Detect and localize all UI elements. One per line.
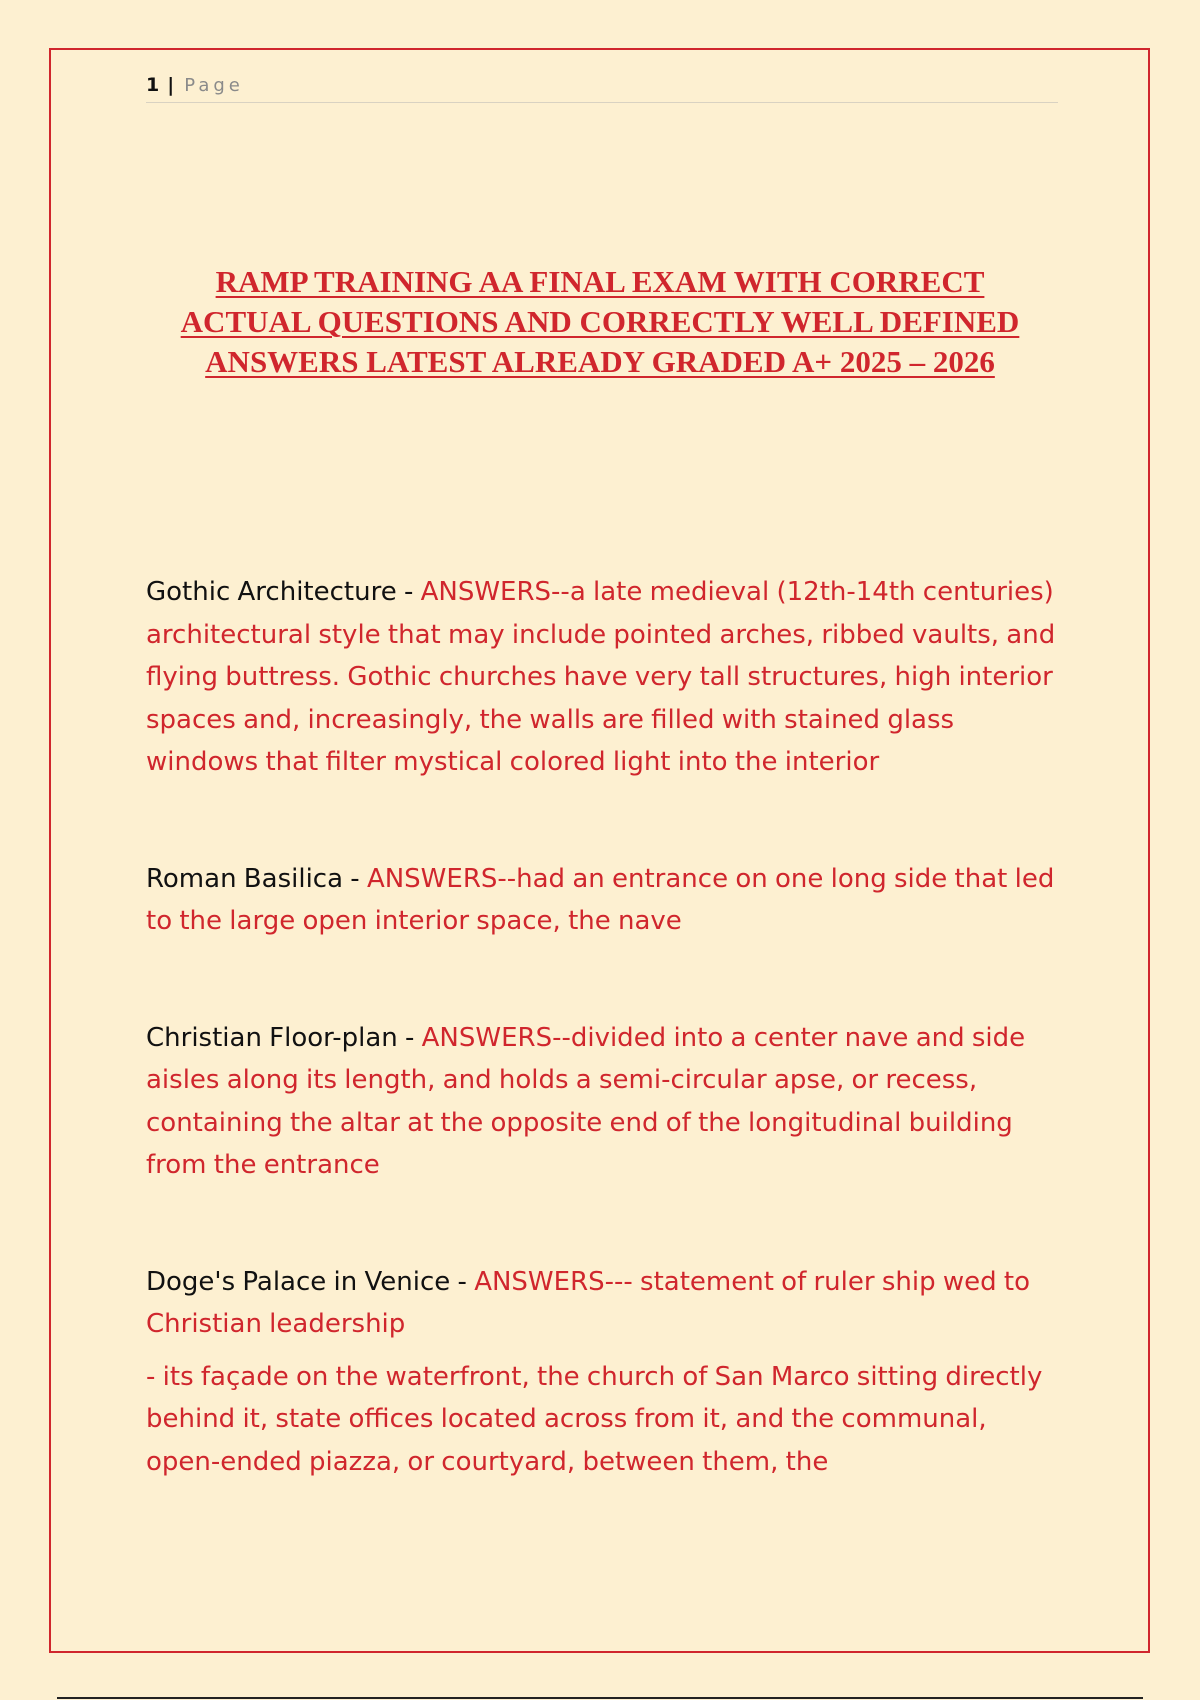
entry-term: Gothic Architecture -: [146, 577, 421, 607]
qa-entry-roman-basilica: [146, 858, 1066, 943]
entry-answer: ANSWERS--a late medieval (12th-14th centuries) architectural style that may include pointed arches, ribbed vaults, and flying buttress. Gothic churches have very tall structures, high interior spaces and, increasingly, the walls are filled with stained glass windows that filter mystical colored light into the interior: [146, 577, 1056, 777]
title-line-2: ACTUAL QUESTIONS AND CORRECTLY WELL DEFINED: [180, 304, 1020, 339]
qa-entry-christian-floor-plan: [146, 1017, 1066, 1187]
entry-term: Christian Floor-plan -: [146, 1022, 422, 1053]
qa-entries: [146, 571, 1066, 1483]
page-header: [146, 72, 1058, 103]
qa-entry-doges-palace: [146, 1261, 1066, 1346]
qa-entry-gothic-architecture: [146, 571, 1066, 784]
entry-term: Doge's Palace in Venice -: [146, 1266, 475, 1297]
qa-entry-doges-palace-continuation: - its façade on the waterfront, the church of San Marco sitting directly behind it, state offices located across from it, and the communal, open-ended piazza, or courtyard, between them, the: [146, 1361, 1043, 1477]
document-title: [120, 262, 1080, 382]
title-line-1: RAMP TRAINING AA FINAL EXAM WITH CORRECT: [215, 264, 985, 299]
entry-answer: ANSWERS--divided into a center nave and side aisles along its length, and holds a semi-circular apse, or recess, containing the altar at the opposite end of the longitudinal building from the entrance: [146, 1022, 1026, 1180]
footer-rule: [57, 1697, 1143, 1699]
title-line-3: ANSWERS LATEST ALREADY GRADED A+ 2025 – 2026: [205, 344, 995, 379]
entry-answer: ANSWERS--had an entrance on one long side that led to the large open interior space, the nave: [146, 863, 1055, 936]
page-separator: |: [167, 74, 175, 96]
page-number: 1: [146, 74, 160, 96]
page-label: Page: [184, 75, 244, 96]
entry-answer: ANSWERS--- statement of ruler ship wed to Christian leadership: [146, 1266, 1030, 1339]
entry-term: Roman Basilica -: [146, 863, 367, 894]
